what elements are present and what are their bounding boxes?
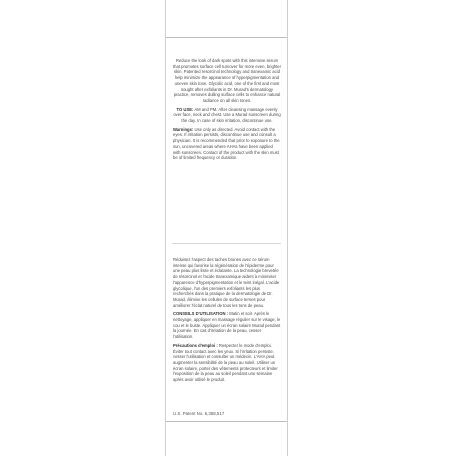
to-use-label: TO USE: bbox=[176, 106, 194, 112]
french-usage bbox=[173, 311, 281, 340]
to-use-text: AM and PM. After cleansing massage evenly over face, neck and chest. Use a Murad sunscreen during the day. In case of skin irritation, discontinue use. bbox=[173, 106, 281, 124]
precautions-text: Respecter le mode d'emploi. Éviter tout contact avec les yeux. Si l'irritation persiste, cesser l'utilisation et consulter un médecin. L'AHA peut augmenter la sensibilité de la peau au soleil. Utiliser un écran solaire, porter des vêtements protecteurs et limiter l'exposition de la peau au soleil pendant une semaine après avoir utilisé le produit. bbox=[173, 342, 278, 383]
english-warnings bbox=[173, 127, 281, 161]
warnings-text: Use only as directed. Avoid contact with the eyes. If irritation persists, discontinue use and consult a physician. It is recommended that prior to exposure to the sun, uncovered areas where AHAs have been applied with sunscreen. Contact of the product with the skin must be of limited frequency or duration. bbox=[173, 126, 280, 161]
french-text-panel bbox=[173, 257, 281, 386]
french-precautions bbox=[173, 343, 281, 383]
precautions-label: Précautions d'emploi : bbox=[173, 342, 218, 348]
english-text-panel bbox=[173, 58, 281, 164]
usage-text: Matin et soir. Après le nettoyage, appliquer en massage régulier sur le visage, le cou et le buste. Appliquer un écran solaire Murad pendant la journée. En cas d'irritation de la peau, cesser l'utilisation. bbox=[173, 311, 281, 340]
language-divider bbox=[172, 243, 281, 244]
product-box-side-panel bbox=[165, 0, 288, 456]
warnings-label: Warnings: bbox=[173, 126, 194, 132]
patent-number: U.S. Patent No. 6,358,517 bbox=[173, 411, 225, 416]
usage-label: CONSEILS D'UTILISATION : bbox=[173, 311, 229, 317]
french-description: Réduisez l'aspect des taches brunes avec ce sérum intense qui favorise la régénération de l'épiderme pour une peau plus lisse et éclatante. La technologie brevetée de résorcinol et l'acide tranexamique aident à minimiser l'apparence d'hyperpigmentation et le teint inégal. L'acide glycolique, l'un des premiers exfoliants les plus recherchés dans la pratique de la dermatologie de Dr. Murad, élimine les cellules de surface ternes pour améliorer l'éclat naturel de tous les tons de peau. bbox=[173, 257, 280, 308]
top-fold-line bbox=[166, 37, 287, 38]
bottom-fold-line bbox=[166, 421, 287, 422]
english-to-use bbox=[173, 107, 281, 124]
english-description: Reduce the look of dark spots with this intensive serum that promotes surface cell turnover for more even, brighter skin. Patented resorcinol technology and tranexamic acid help minimize the appearance of hyperpigmentation and uneven skin tone. Glycolic acid, one of the first and most sought after exfoliants in Dr. Murad's dermatology practice, removes dulling surface cells to enhance natural radiance on all skin tones. bbox=[173, 58, 281, 103]
